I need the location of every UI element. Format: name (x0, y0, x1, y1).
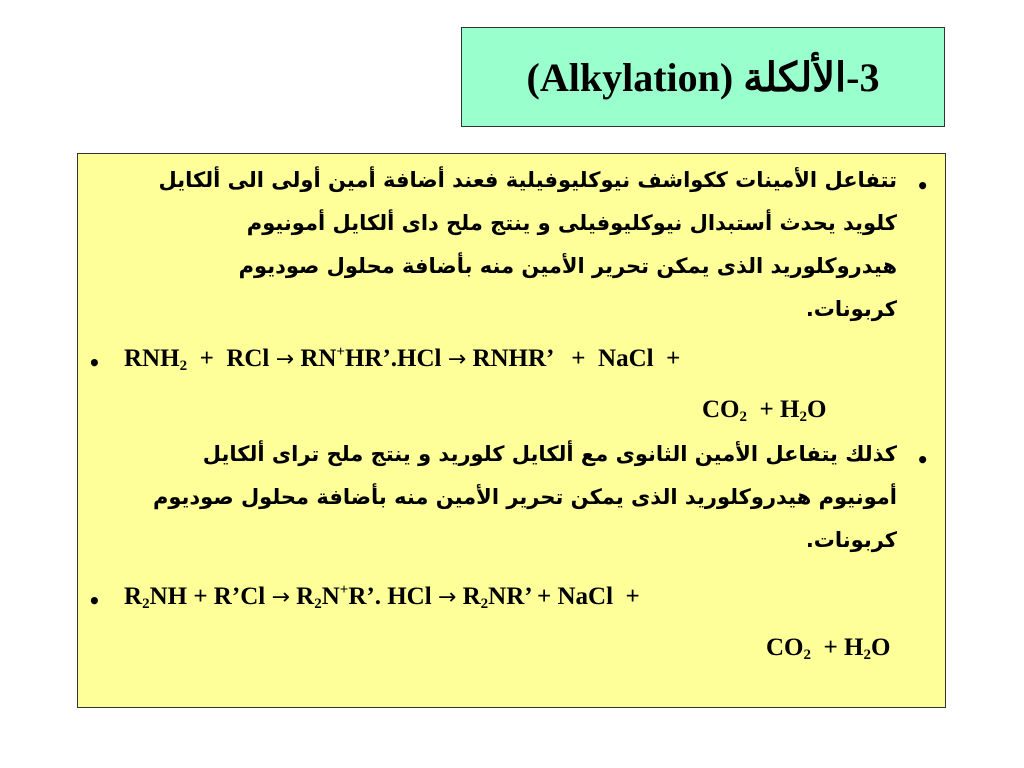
paragraph-1-line: كلويد يحدث أستبدال نيوكليوفيلى و ينتج ملح داى ألكايل أمونيوم (246, 211, 897, 235)
paragraph-1-line: هيدروكلوريد الذى يمكن تحرير الأمين منه بأضافة محلول صوديوم (238, 254, 897, 278)
paragraph-2 (57, 433, 897, 562)
paragraph-2-line: كذلك يتفاعل الأمين الثانوى مع ألكايل كلوريد و ينتج ملح تراى ألكايل (202, 442, 897, 466)
paragraph-1-line: تتفاعل الأمينات ككواشف نيوكليوفيلية فعند أضافة أمين أولى الى ألكايل (158, 168, 897, 192)
equation-2-line-2: $CO_2 + H_2O$ (766, 634, 891, 663)
paragraph-1-line: كربونات. (805, 297, 897, 321)
equation-2-line-1: $R_2NH$ + R’Cl → $R_2N^+R$’. HCl → $R_2NR$’ + NaCl + (124, 582, 640, 612)
arrow-icon: → (275, 347, 295, 372)
bullet-4: • (88, 589, 101, 613)
paragraph-2-line: كربونات. (805, 528, 897, 552)
bullet-1: • (916, 174, 929, 198)
bullet-2: • (88, 351, 101, 375)
slide-title: 3-الألكلة (Alkylation) (526, 54, 880, 100)
paragraph-2-line: أمونيوم هيدروكلوريد الذى يمكن تحرير الأمين منه بأضافة محلول صوديوم (152, 485, 897, 509)
content-box (77, 153, 946, 708)
equation-1-line-1: $RNH_2$ + RCl → RN+HR’.HCl → RNHR’ + NaCl + (124, 344, 681, 374)
equation-1-line-2: $CO_2 + H_2O$ (702, 396, 827, 425)
arrow-icon: → (271, 585, 290, 610)
arrow-icon: → (447, 347, 467, 372)
title-box (461, 27, 945, 127)
arrow-icon: → (437, 585, 457, 610)
paragraph-1 (107, 159, 897, 331)
bullet-3: • (916, 448, 929, 472)
